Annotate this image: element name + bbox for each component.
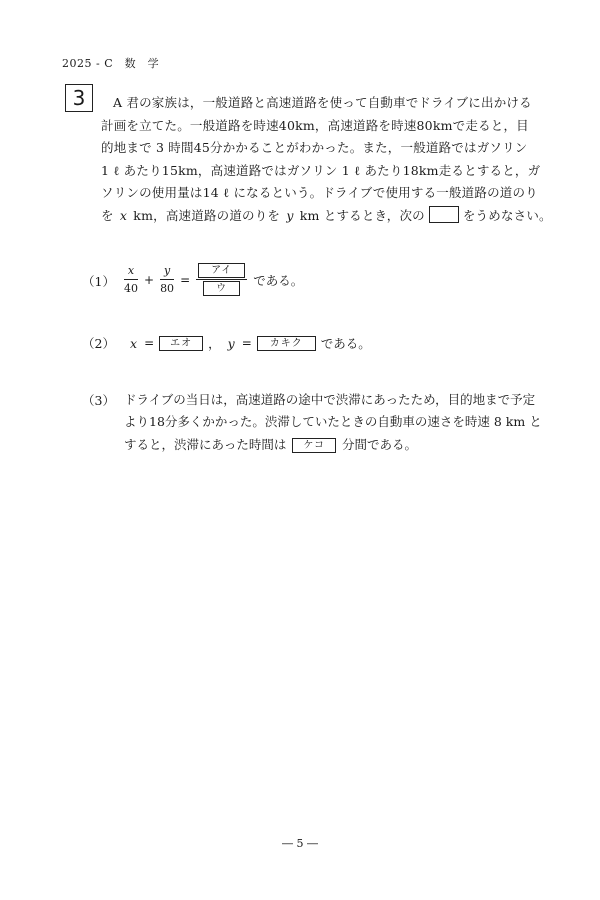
sub-question-2-body (128, 334, 371, 352)
sub-question-1-body (124, 262, 303, 297)
sub-question-label: （2） (82, 336, 115, 351)
answer-box-kakiku[interactable]: カキク (257, 336, 316, 351)
text-fragment: をうめなさい。 (462, 207, 552, 223)
fraction-y-over-80 (160, 264, 174, 296)
answer-numerator-wrap (196, 262, 247, 280)
answer-box-keko[interactable]: ケコ (292, 438, 336, 453)
paragraph-line: より18分多くかかった。渋滞していたときの自動車の速さを時速 8 km と (124, 414, 542, 430)
paragraph-line: 1 ℓ あたり15km，高速道路ではガソリン 1 ℓ あたり18km走るとすると，ガ (101, 162, 541, 178)
text-fragment: km とするとき，次の (295, 207, 425, 223)
sentence-tail: である。 (253, 272, 304, 288)
variable-x: x (130, 335, 138, 351)
fraction-x-over-40 (124, 264, 138, 296)
fraction-numerator: y (160, 264, 174, 280)
question-paragraph (101, 92, 551, 228)
paragraph-line: ソリンの使用量は14 ℓ になるという。ドライブで使用する一般道路の道のり (101, 185, 538, 201)
question-number-box: 3 (65, 84, 93, 112)
equals-sign: = (241, 336, 252, 350)
blank-box-example (429, 206, 459, 223)
equals-sign: = (144, 336, 155, 350)
sub-question-label: （3） (82, 393, 115, 408)
sentence-tail: である。 (320, 336, 371, 351)
paragraph-line: 計画を立てた。一般道路を時速40km，高速道路を時速80kmで走ると，目 (101, 117, 529, 133)
text-fragment: 分間である。 (341, 436, 417, 452)
page-number: ― 5 ― (282, 837, 318, 850)
answer-fraction (196, 262, 247, 297)
sub-question-label: （1） (82, 274, 115, 289)
answer-box-aii[interactable]: アイ (198, 263, 245, 278)
fraction-denominator: 40 (124, 281, 138, 295)
paragraph-line: ドライブの当日は，高速道路の途中で渋滞にあったため，目的地まで予定 (124, 392, 536, 407)
text-fragment: km，高速道路の道のりを (129, 207, 285, 223)
fraction-denominator: 80 (160, 281, 175, 295)
exam-header: 2025 - C 数 学 (62, 57, 160, 70)
variable-x: x (119, 207, 128, 223)
fraction-numerator: x (124, 264, 138, 280)
paragraph-last-line (124, 434, 526, 456)
equals-sign: = (180, 272, 191, 287)
answer-denominator-wrap (196, 280, 247, 297)
paragraph-line: 的地まで 3 時間45分かかることがわかった。また，一般道路ではガソリン (101, 140, 528, 156)
paragraph-last-line (101, 205, 551, 228)
sub-question-3-body (124, 389, 542, 456)
comma: ， (208, 336, 221, 351)
text-fragment: すると，渋滞にあった時間は (124, 436, 287, 452)
plus-sign: + (144, 272, 155, 287)
variable-y: y (227, 335, 235, 351)
answer-box-u[interactable]: ウ (203, 281, 240, 296)
text-fragment: を (101, 207, 118, 223)
variable-y: y (286, 207, 294, 223)
answer-box-eo[interactable]: エオ (159, 336, 203, 351)
paragraph-line: A 君の家族は，一般道路と高速道路を使って自動車でドライブに出かける (113, 95, 532, 110)
